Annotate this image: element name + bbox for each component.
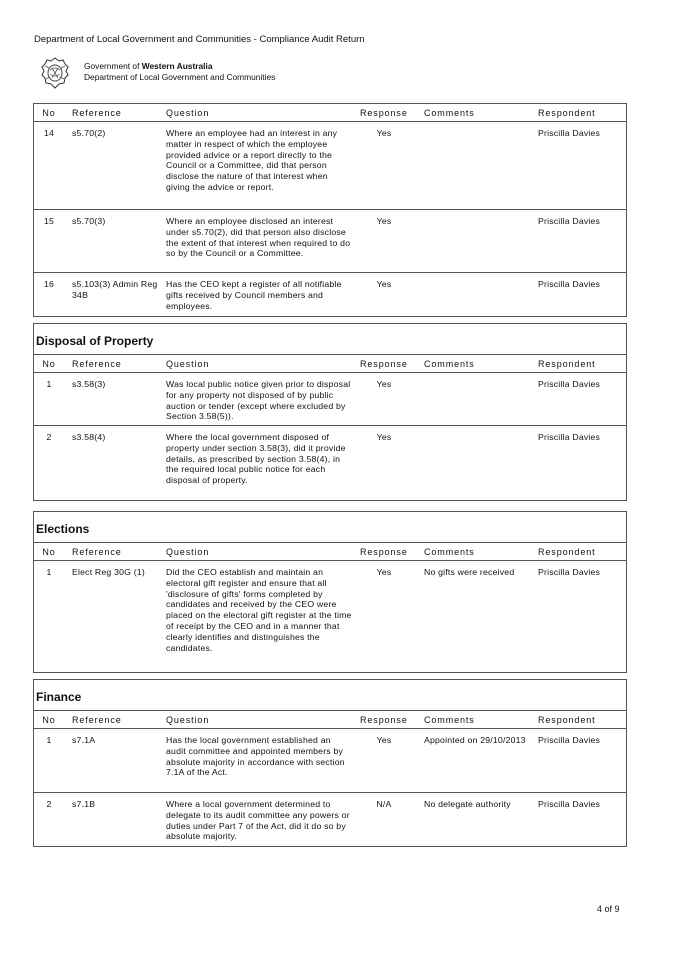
row-question: Where a local government determined to delegate to its audit committee any powers or duties under Part 7 of the Act, did it do so by absolute majority. [166, 799, 350, 842]
col-comments-header: Comments [424, 714, 475, 725]
row-reference: s5.103(3) Admin Reg 34B [72, 279, 158, 300]
section-disposal-of-property [33, 323, 627, 501]
table-row [34, 561, 626, 672]
row-no: 1 [46, 567, 52, 577]
col-no-header: No [42, 714, 56, 725]
table-row [34, 210, 626, 273]
row-question: Was local public notice given prior to disposal for any property not disposed of by public auction or tender (except where excluded by Section 3.58(5)). [166, 379, 351, 422]
row-question: Has the CEO kept a register of all notifiable gifts received by Council members and employees. [166, 279, 342, 311]
col-no-header: No [42, 107, 56, 118]
table-row [34, 373, 626, 426]
row-comments [416, 279, 534, 316]
col-response-header: Response [360, 107, 408, 118]
col-response-header: Response [360, 714, 408, 725]
row-response: Yes [376, 379, 392, 389]
row-question: Where an employee had an interest in any matter in respect of which the employee provided advice or a report directly to the Council or a Committee, did that person disclose the nature of that interest when giving the advice or report. [166, 128, 338, 192]
row-respondent: Priscilla Davies [538, 432, 601, 442]
row-comments: No delegate authority [424, 799, 511, 809]
section-title: Finance [34, 680, 626, 711]
row-no: 15 [43, 216, 55, 226]
row-respondent: Priscilla Davies [538, 216, 601, 226]
row-comments [416, 216, 534, 272]
row-no: 16 [43, 279, 55, 289]
table-header [34, 355, 626, 373]
table-row [34, 729, 626, 793]
section-finance [33, 679, 627, 847]
col-reference-header: Reference [72, 714, 122, 725]
table-header [34, 104, 626, 122]
row-respondent: Priscilla Davies [538, 379, 601, 389]
row-no: 1 [46, 379, 52, 389]
row-response: Yes [376, 128, 392, 138]
row-question: Where the local government disposed of property under section 3.58(3), did it provide details, as prescribed by section 3.58(4), in the required local public notice for each disposal of property. [166, 432, 346, 486]
table-row [34, 273, 626, 316]
row-reference: s5.70(3) [72, 216, 106, 226]
section-title: Disposal of Property [34, 324, 626, 355]
col-reference-header: Reference [72, 546, 122, 557]
col-respondent-header: Respondent [538, 107, 596, 118]
row-reference: s5.70(2) [72, 128, 106, 138]
row-response: Yes [376, 216, 392, 226]
row-no: 1 [46, 735, 52, 745]
col-question-header: Question [166, 358, 210, 369]
row-response: Yes [376, 567, 392, 577]
table-row [34, 793, 626, 846]
table-row [34, 122, 626, 210]
col-reference-header: Reference [72, 107, 122, 118]
row-response: Yes [376, 279, 392, 289]
table-header [34, 711, 626, 729]
page-number: 4 of 9 [597, 904, 620, 914]
col-comments-header: Comments [424, 546, 475, 557]
row-response: Yes [376, 432, 392, 442]
row-reference: s3.58(3) [72, 379, 106, 389]
row-comments: No gifts were received [424, 567, 515, 577]
gov-line2-prefix: Department of [84, 71, 140, 82]
gov-line1-prefix: Government of [84, 61, 142, 71]
col-comments-header: Comments [424, 107, 475, 118]
col-no-header: No [42, 358, 56, 369]
row-reference: s7.1A [72, 735, 96, 745]
wa-crest-logo [40, 56, 70, 90]
row-question: Did the CEO establish and maintain an electoral gift register and ensure that all 'disclosure of gifts' forms completed by candidates and received by the CEO were placed on the electoral gift register at the time of receipt by the CEO and in a manner that clearly identifies and distinguishes the candidates. [166, 567, 352, 653]
row-comments: Appointed on 29/10/2013 [424, 735, 526, 745]
col-respondent-header: Respondent [538, 546, 596, 557]
government-name [84, 61, 275, 82]
row-respondent: Priscilla Davies [538, 799, 601, 809]
row-respondent: Priscilla Davies [538, 279, 601, 289]
row-question: Where an employee disclosed an interest under s5.70(2), did that person also disclose the extent of that interest when required to do so by the Council or a Committee. [166, 216, 351, 259]
document-title: Department of Local Government and Communities - Compliance Audit Return [34, 34, 365, 45]
table-header [34, 543, 626, 561]
section-title: Elections [34, 512, 626, 543]
table-row [34, 426, 626, 500]
col-question-header: Question [166, 546, 210, 557]
row-reference: s7.1B [72, 799, 96, 809]
col-question-header: Question [166, 107, 210, 118]
row-no: 2 [46, 799, 52, 809]
row-comments [416, 128, 534, 209]
row-reference: Elect Reg 30G (1) [72, 567, 145, 577]
col-no-header: No [42, 546, 56, 557]
col-reference-header: Reference [72, 358, 122, 369]
col-response-header: Response [360, 358, 408, 369]
gov-line1-bold: Western Australia [141, 61, 213, 71]
col-question-header: Question [166, 714, 210, 725]
row-respondent: Priscilla Davies [538, 735, 601, 745]
row-no: 14 [43, 128, 55, 138]
row-comments [416, 379, 534, 425]
row-question: Has the local government established an audit committee and appointed members by absolute majority in accordance with section 7.1A of the Act. [166, 735, 345, 778]
row-response: Yes [376, 735, 392, 745]
section-continued [33, 103, 627, 317]
gov-line2-bold: Local Government and Communities [139, 71, 276, 82]
row-respondent: Priscilla Davies [538, 128, 601, 138]
col-respondent-header: Respondent [538, 714, 596, 725]
col-response-header: Response [360, 546, 408, 557]
row-respondent: Priscilla Davies [538, 567, 601, 577]
col-respondent-header: Respondent [538, 358, 596, 369]
row-comments [416, 432, 534, 500]
row-reference: s3.58(4) [72, 432, 106, 442]
row-no: 2 [46, 432, 52, 442]
section-elections [33, 511, 627, 673]
col-comments-header: Comments [424, 358, 475, 369]
row-response: N/A [376, 799, 392, 809]
